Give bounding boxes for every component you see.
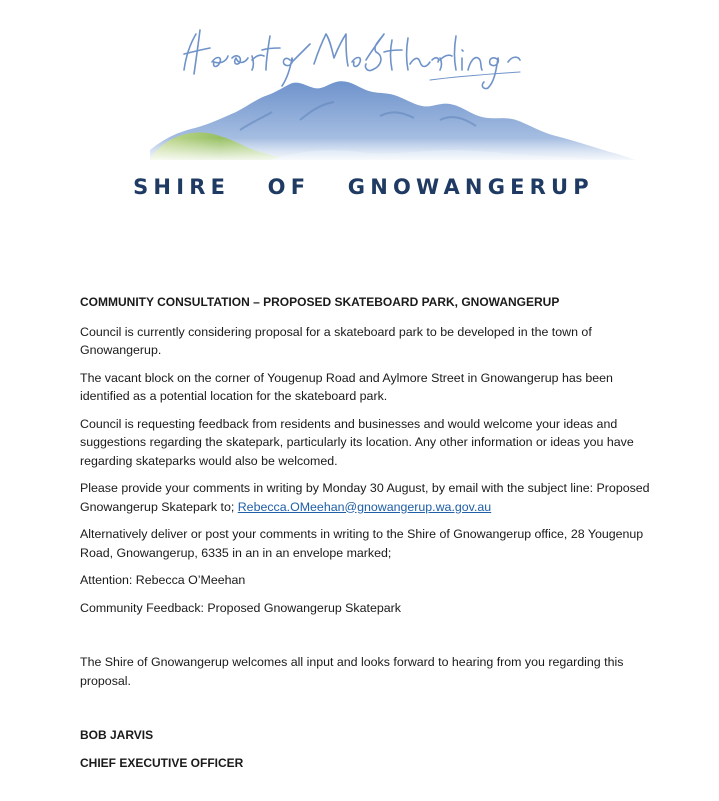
signatory-title: CHIEF EXECUTIVE OFFICER xyxy=(80,755,244,770)
attention-line: Attention: Rebecca O’Meehan xyxy=(80,573,246,587)
letterhead xyxy=(0,0,719,215)
email-link[interactable]: Rebecca.OMeehan@gnowangerup.wa.gov.au xyxy=(237,499,492,514)
email-instructions-text: Please provide your comments in writing by Monday 30 August, by email with the subject line: Proposed Gnowangerup Skatepark to; xyxy=(80,481,650,514)
paragraph-location: The vacant block on the corner of Yougenup Road and Aylmore Street in Gnowangerup has been identified as a potential location for the skateboard park. xyxy=(80,370,613,403)
paragraph-closing: The Shire of Gnowangerup welcomes all input and looks forward to hearing from you regarding this proposal. xyxy=(80,655,624,688)
paragraph-postal-instructions: Alternatively deliver or post your comments in writing to the Shire of Gnowangerup office, 28 Yougenup Road, Gnowangerup, 6335 in an in an envelope marked; xyxy=(80,527,644,560)
letter-heading: COMMUNITY CONSULTATION – PROPOSED SKATEBOARD PARK, GNOWANGERUP xyxy=(80,295,560,309)
spacer xyxy=(80,699,660,726)
signatory-name: BOB JARVIS xyxy=(80,728,154,742)
spacer xyxy=(80,626,660,653)
feedback-label-line: Community Feedback: Proposed Gnowangerup Skatepark xyxy=(80,600,401,615)
paragraph-feedback-request: Council is requesting feedback from residents and businesses and would welcome your ideas and suggestions regarding the skatepark, particularly its location. Any other information or ideas you have regarding skateparks would also be welcomed. xyxy=(80,416,634,468)
heart-of-the-stirlings-script-logo xyxy=(184,30,520,89)
letter-body xyxy=(80,293,660,781)
paragraph-proposal: Council is currently considering proposal for a skateboard park to be developed in the town of Gnowangerup. xyxy=(80,324,592,357)
shire-name-wordmark: SHIRE OF GNOWANGERUP xyxy=(133,175,594,199)
mountain-range-illustration xyxy=(140,81,640,162)
paragraph-email-instructions xyxy=(80,479,660,516)
